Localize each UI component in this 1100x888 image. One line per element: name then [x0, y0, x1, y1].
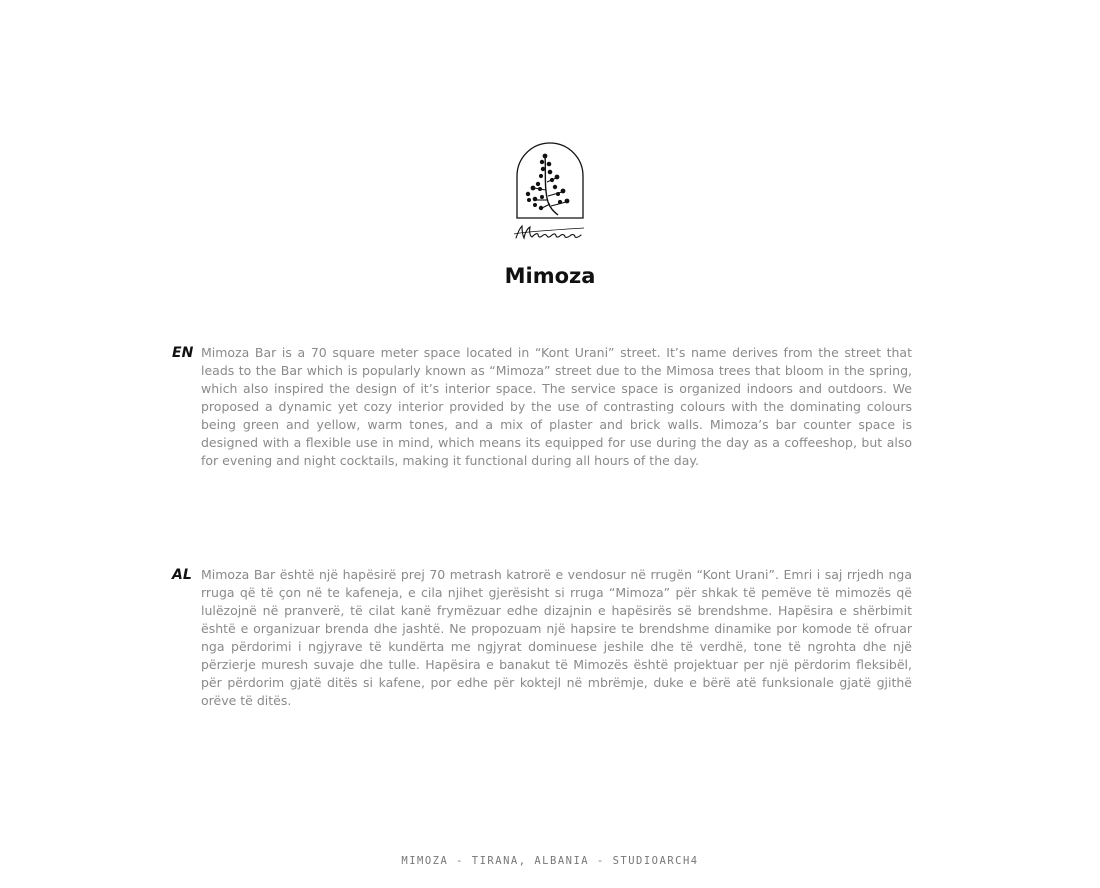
description-text-al: Mimoza Bar është një hapësirë prej 70 metrash katrorë e vendosur në rrugën “Kont Urani”. Emri i saj rrjedh nga rruga që të çon në te kafeneja, e cila njihet gjerësisht si rruga “Mimoza” për shkak të pemëve të mimozës që lulëzojnë në pranverë, të cilat kanë frymëzuar edhe dizajnin e hapësirës së brendshme. Hapësira e shërbimit është e organizuar brenda dhe jashtë. Ne propozuam një hapsire te brendshme dinamike por komode të ofruar nga përdorimi i ngjyrave të kundërta me ngjyrat dominuese jeshile dhe të verdhë, tone të ngrohta dhe një përzierje muresh suvaje dhe tulle. Hapësira e banakut të Mimozës është projektuar per një përdorim fleksibël, për përdorim gjatë ditës si kafene, por edhe për koktejl në mbrëmje, duke e bërë atë funksionale gjatë gjithë orëve të ditës.: [201, 567, 912, 708]
language-label-al: AL: [172, 567, 192, 583]
language-label-en: EN: [172, 345, 194, 361]
page-title: Mimoza: [504, 264, 596, 288]
mimoza-logo: [512, 142, 588, 244]
mimosa-branch-arch-icon: [512, 142, 588, 244]
footer-credit: MIMOZA - TIRANA, ALBANIA - STUDIOARCH4: [401, 855, 699, 867]
description-text-en: Mimoza Bar is a 70 square meter space located in “Kont Urani” street. It’s name derives from the street that leads to the Bar which is popularly known as “Mimoza” street due to the Mimosa trees that bloom in the spring, which also inspired the design of it’s interior space. The service space is organized indoors and outdoors. We proposed a dynamic yet cozy interior provided by the use of contrasting colours with the dominating colours being green and yellow, warm tones, and a mix of plaster and brick walls. Mimoza’s bar counter space is designed with a flexible use in mind, which means its equipped for use during the day as a coffeeshop, but also for evening and night cocktails, making it functional during all hours of the day.: [201, 345, 912, 468]
